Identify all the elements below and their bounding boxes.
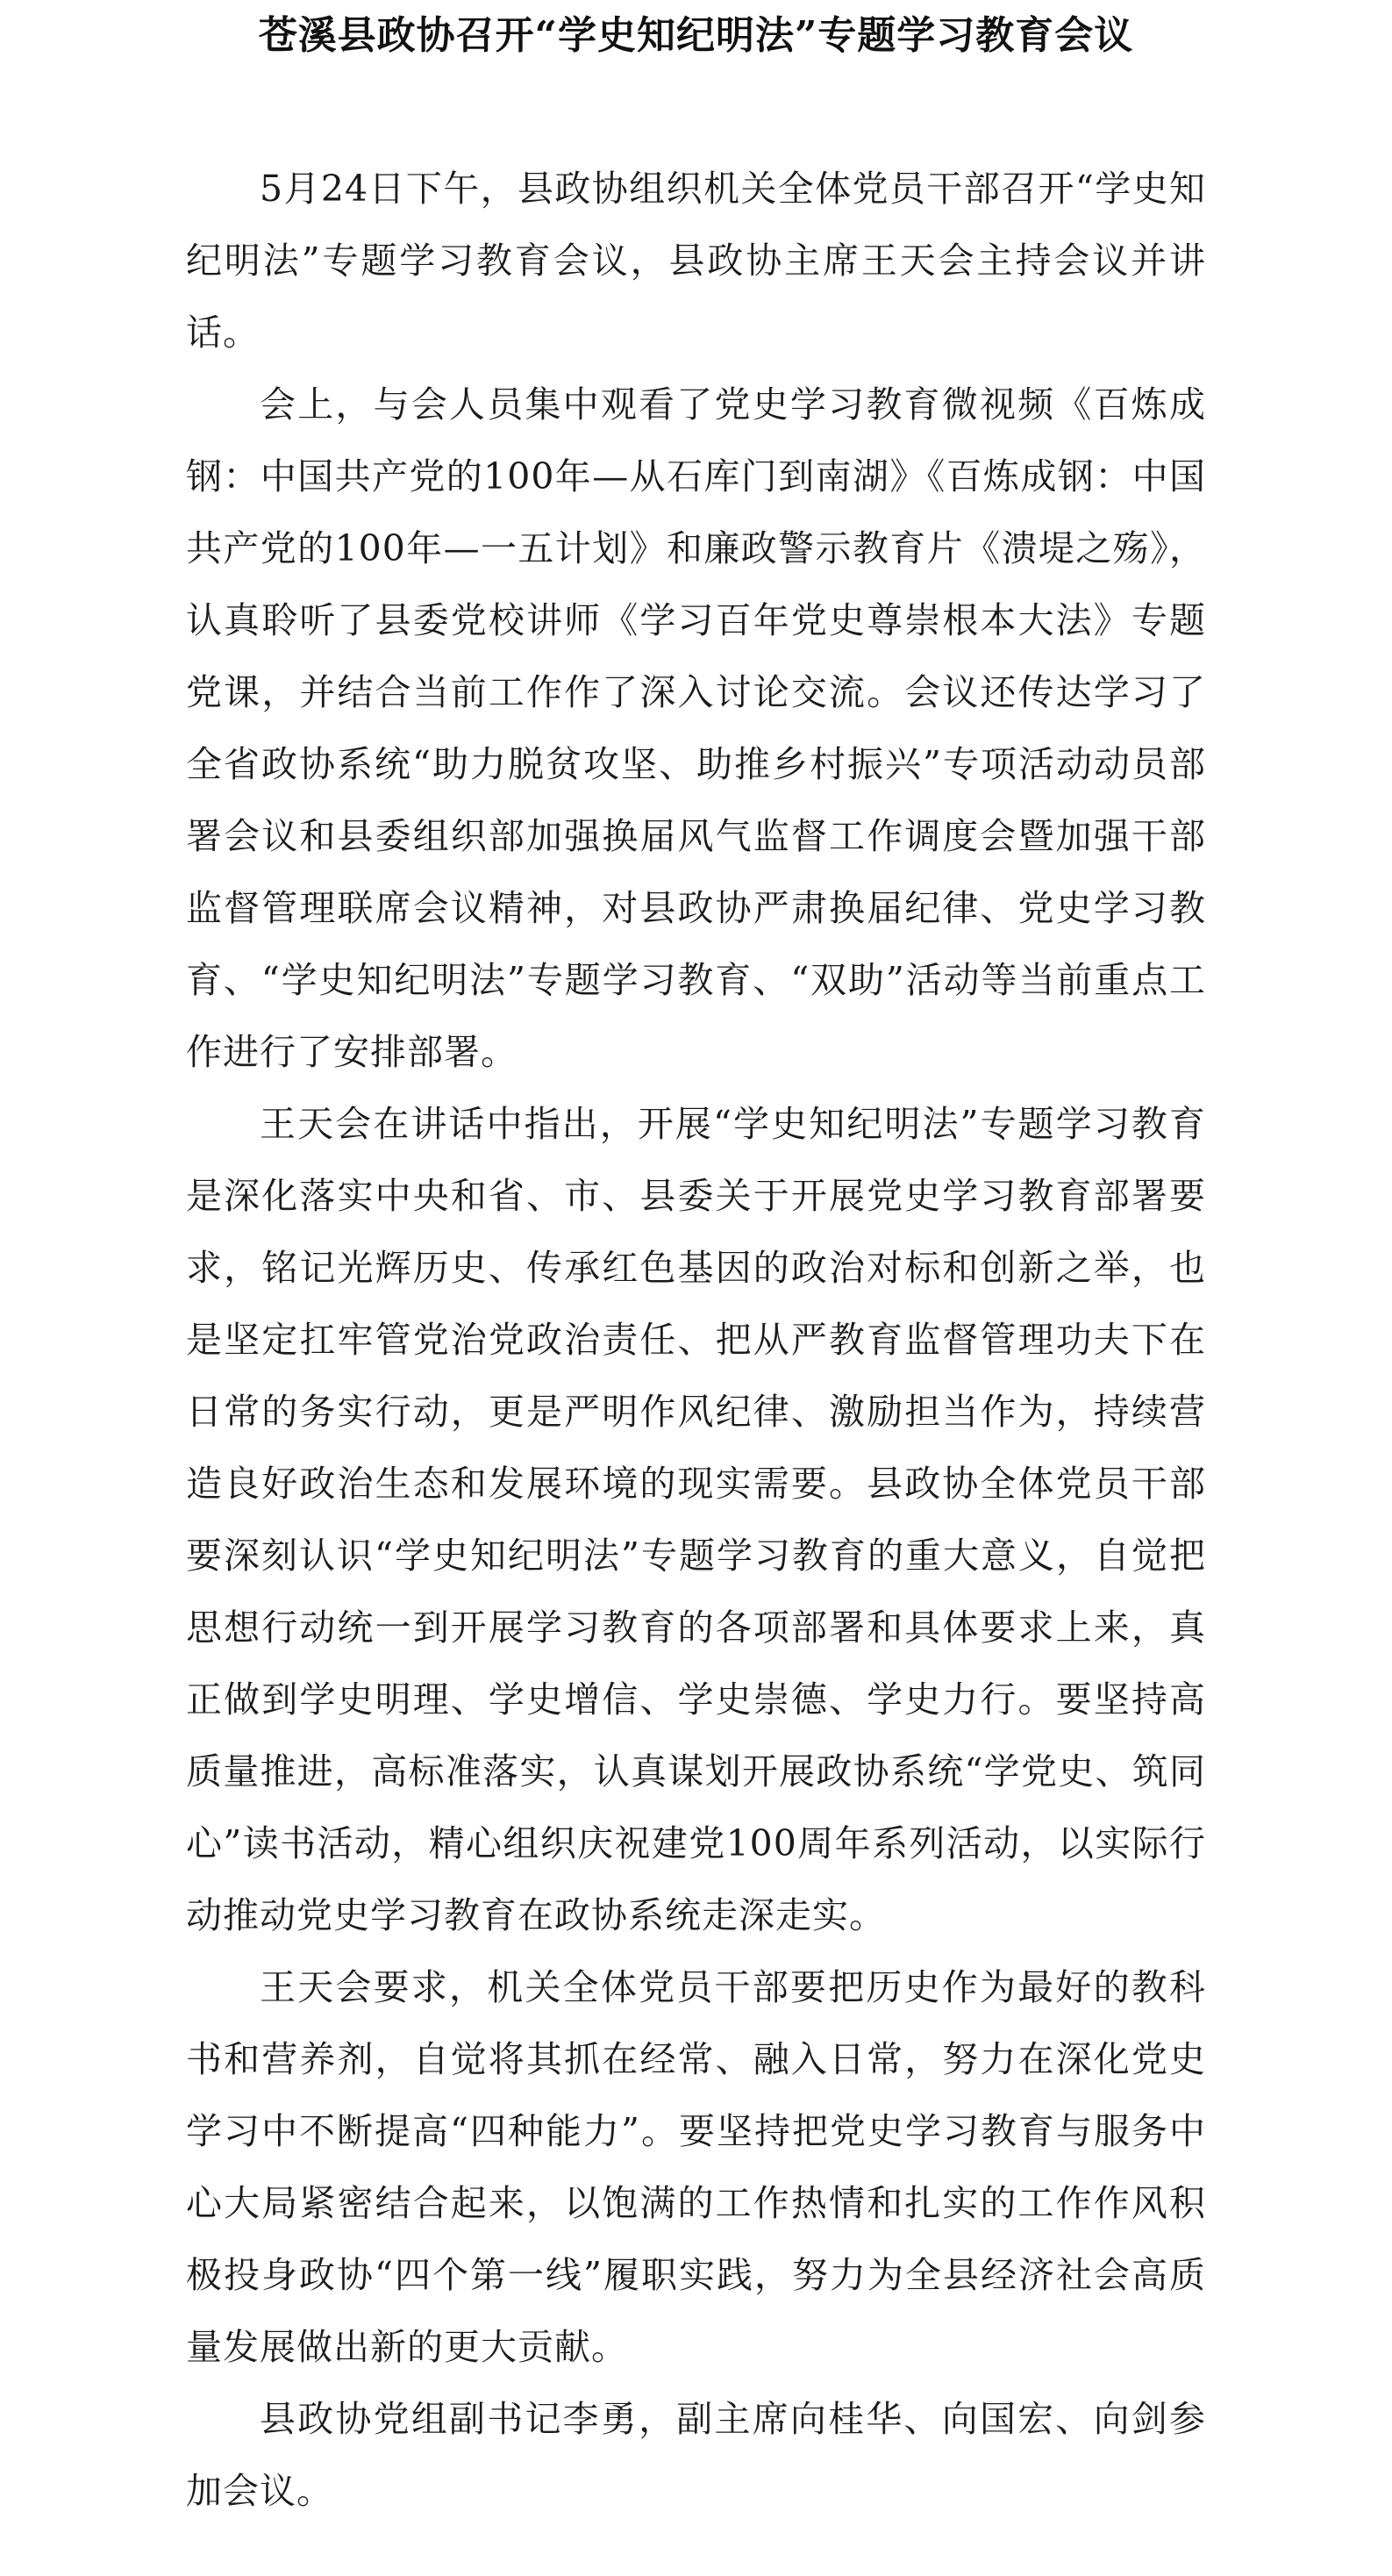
paragraph-attendees: 县政协党组副书记李勇，副主席向桂华、向国宏、向剑参加会议。 xyxy=(186,2398,1206,2512)
paragraph-intro: 5月24日下午，县政协组织机关全体党员干部召开“学史知纪明法”专题学习教育会议，县政协主席王天会主持会议并讲话。 xyxy=(186,168,1206,354)
paragraph-requirements: 王天会要求，机关全体党员干部要把历史作为最好的教科书和营养剂，自觉将其抓在经常、融入日常，努力在深化党史学习中不断提高“四种能力”。要坚持把党史学习教育与服务中心大局紧密结合起来，以饱满的工作热情和扎实的工作作风积极投身政协“四个第一线”履职实践，努力为全县经济社会高质量发展做出新的更大贡献。 xyxy=(186,1966,1206,2368)
paragraph-meeting-content: 会上，与会人员集中观看了党史学习教育微视频《百炼成钢：中国共产党的100年—从石库门到南湖》《百炼成钢：中国共产党的100年—一五计划》和廉政警示教育片《溃堤之殇》，认真聆听了县委党校讲师《学习百年党史尊崇根本大法》专题党课，并结合当前工作作了深入讨论交流。会议还传达学习了全省政协系统“助力脱贫攻坚、助推乡村振兴”专项活动动员部署会议和县委组织部加强换届风气监督工作调度会暨加强干部监督管理联席会议精神，对县政协严肃换届纪律、党史学习教育、“学史知纪明法”专题学习教育、“双助”活动等当前重点工作进行了安排部署。 xyxy=(186,383,1206,1073)
paragraph-speech: 王天会在讲话中指出，开展“学史知纪明法”专题学习教育是深化落实中央和省、市、县委关于开展党史学习教育部署要求，铭记光辉历史、传承红色基因的政治对标和创新之举，也是坚定扛牢管党治党政治责任、把从严教育监督管理功夫下在日常的务实行动，更是严明作风纪律、激励担当作为，持续营造良好政治生态和发展环境的现实需要。县政协全体党员干部要深刻认识“学史知纪明法”专题学习教育的重大意义，自觉把思想行动统一到开展学习教育的各项部署和具体要求上来，真正做到学史明理、学史增信、学史崇德、学史力行。要坚持高质量推进，高标准落实，认真谋划开展政协系统“学党史、筑同心”读书活动，精心组织庆祝建党100周年系列活动，以实际行动推动党史学习教育在政协系统走深走实。 xyxy=(186,1103,1206,1936)
document-body xyxy=(186,153,1206,2527)
document-title: 苍溪县政协召开“学史知纪明法”专题学习教育会议 xyxy=(258,13,1134,58)
